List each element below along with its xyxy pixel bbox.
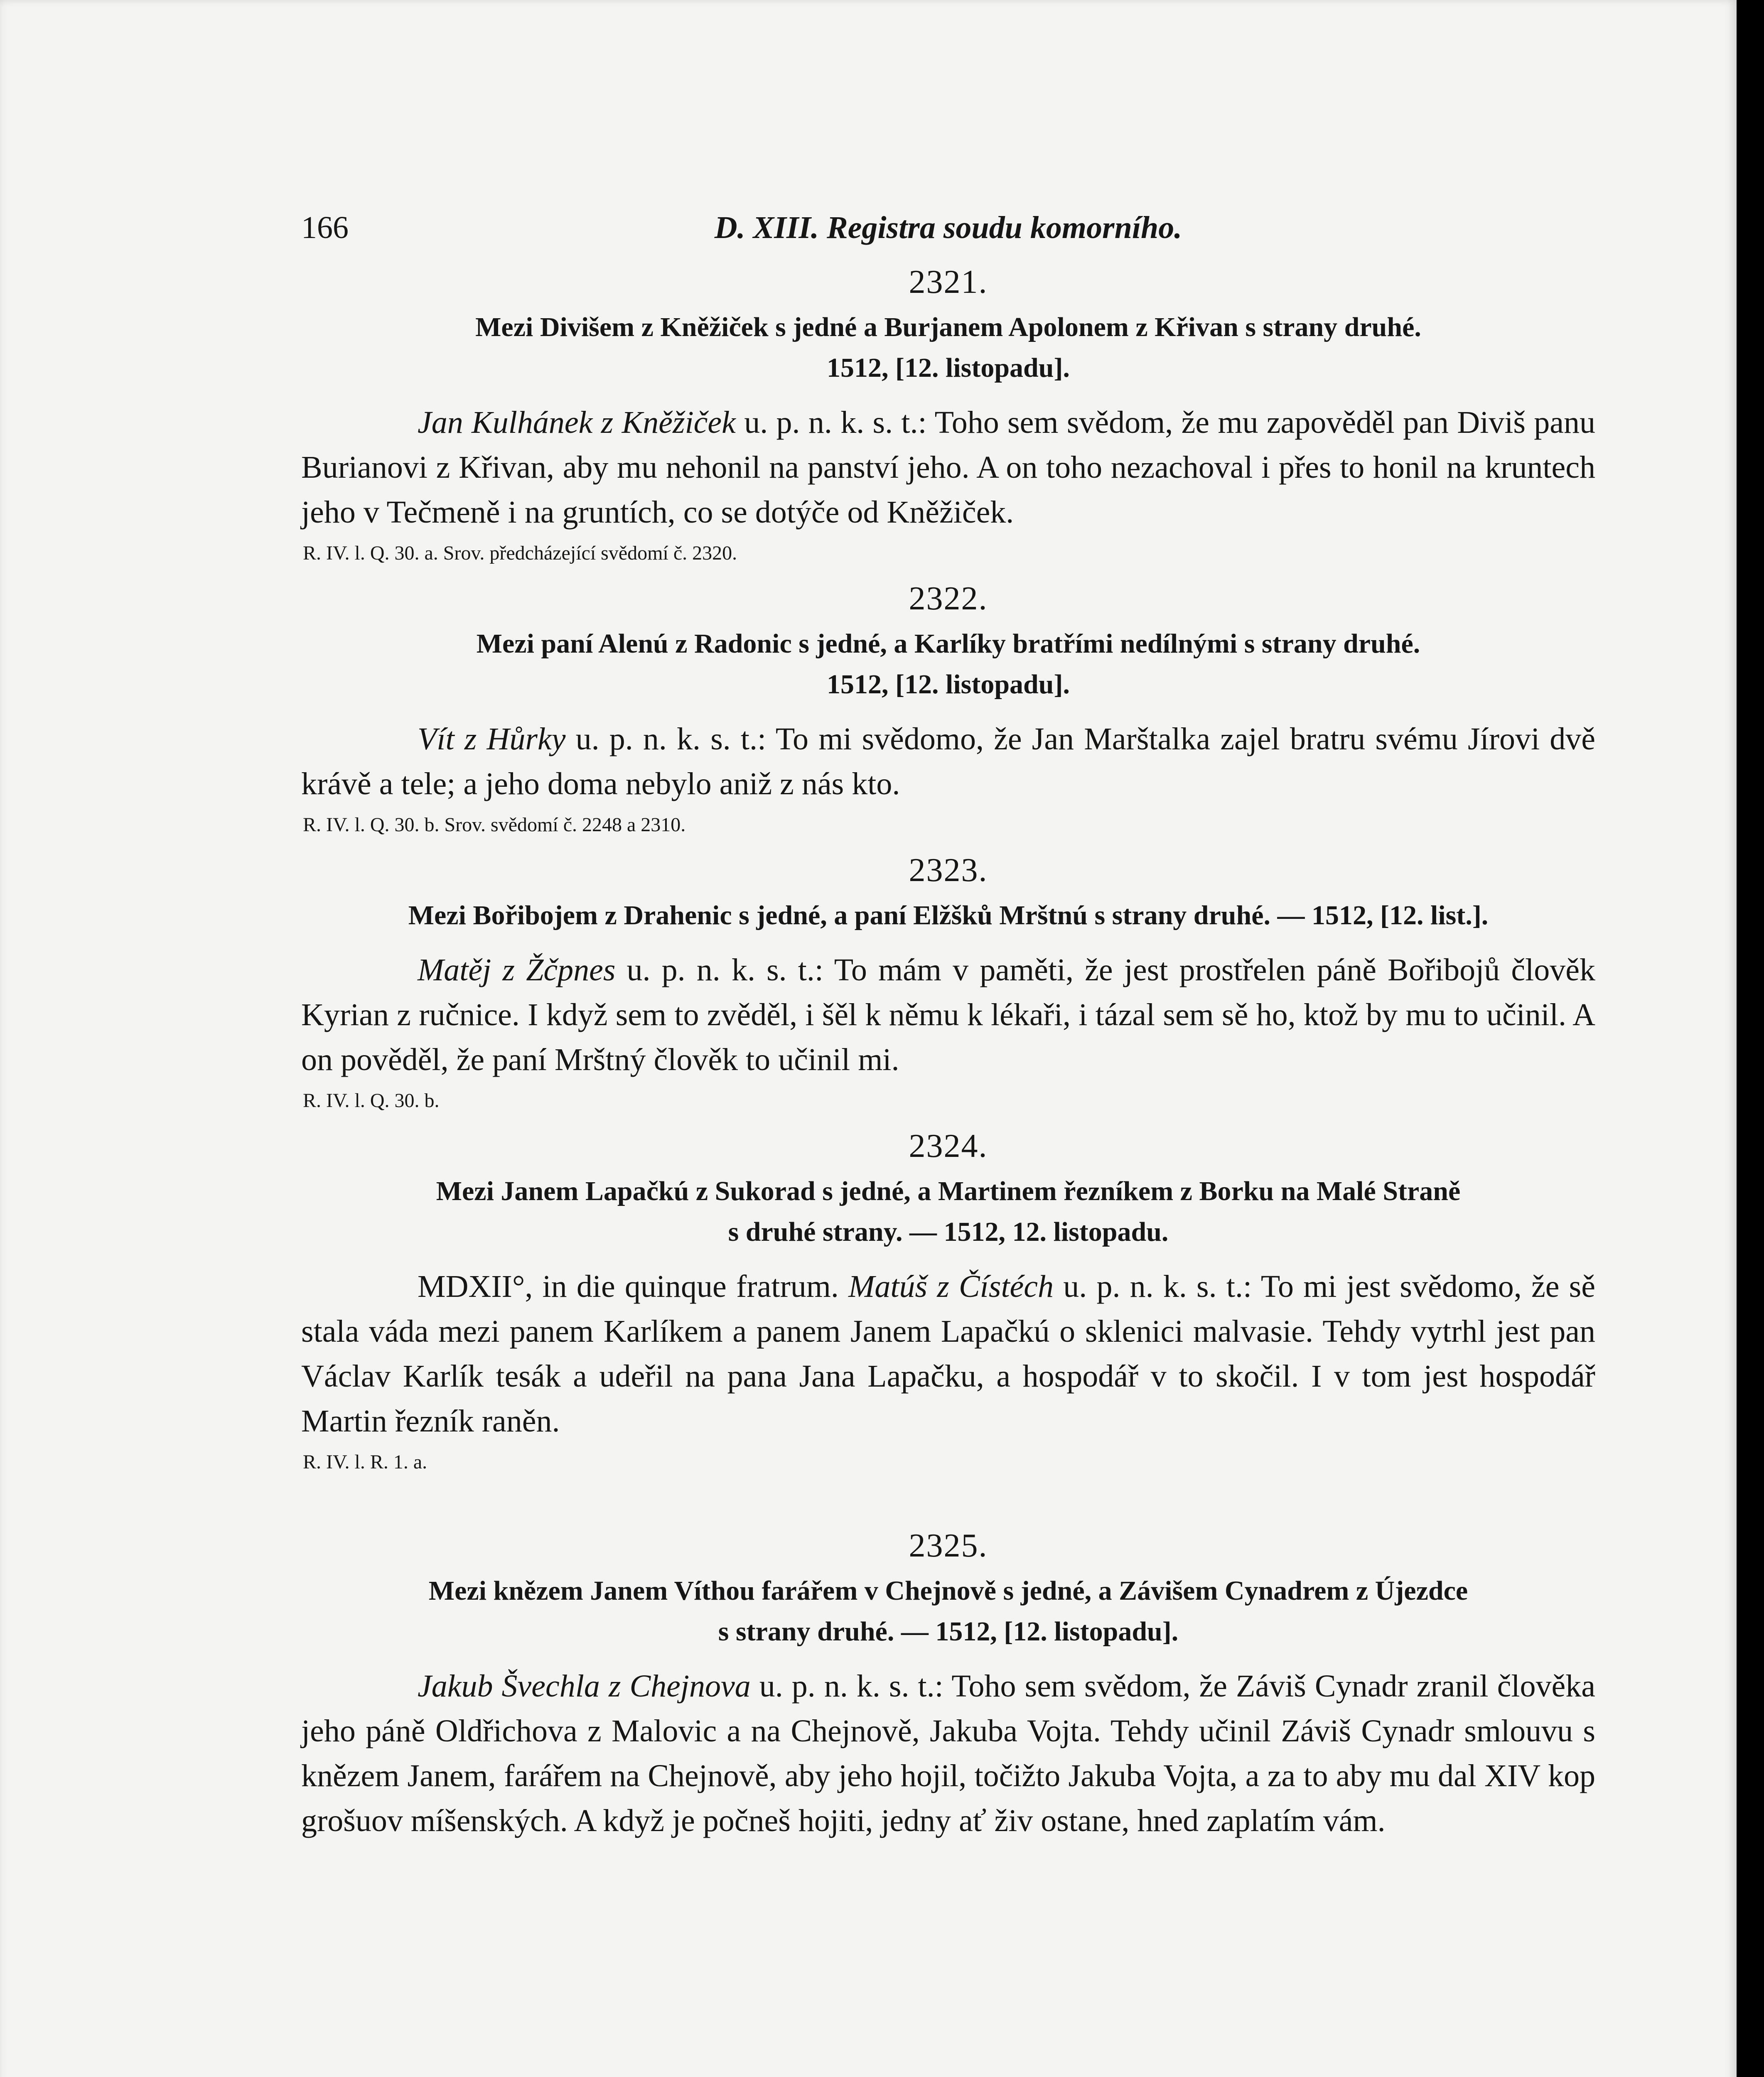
entry-heading-line: Mezi knězem Janem Víthou farářem v Chejnově s jedné, a Závišem Cynadrem z Újezdce — [428, 1576, 1468, 1606]
witness-name: Jan Kulhánek z Kněžiček — [418, 405, 736, 440]
witness-name: Jakub Švechla z Chejnova — [418, 1669, 751, 1704]
entry-text: u. p. n. k. s. t.: To mi jest svědomo, že sě stala váda mezi panem Karlíkem a panem Janem Lapačkú o sklenici malvasie. Tehdy vytrhl jest pan Václav Karlík tesák a udeřil na pana Jana Lapačku, a hospodář v to skočil. I v tom jest hospodář Martin řezník raněn. — [301, 1269, 1595, 1439]
entry-body — [301, 400, 1595, 535]
entry-heading — [301, 307, 1595, 388]
entry-date: 1512, [12. listopadu]. — [827, 353, 1070, 383]
entry-2323 — [301, 849, 1595, 1120]
entry-number: 2322. — [909, 580, 988, 617]
entry-body — [301, 948, 1595, 1082]
witness-name: Matěj z Žčpnes — [418, 953, 616, 987]
entry-body — [301, 1264, 1595, 1444]
entry-number: 2323. — [909, 852, 988, 889]
scan-border — [1737, 0, 1764, 2077]
entry-heading-line: Mezi paní Alenú z Radonic s jedné, a Karlíky bratřími nedílnými s strany druhé. — [476, 629, 1420, 659]
entry-date: 1512, [12. listopadu]. — [827, 669, 1070, 700]
witness-name: Vít z Hůrky — [418, 722, 566, 756]
source-reference: R. IV. l. R. 1. a. — [303, 1451, 427, 1473]
entry-text: u. p. n. k. s. t.: Toho sem svědom, že Záviš Cynadr zranil člověka jeho páně Oldřichova z Malovic a na Chejnově, Jakuba Vojta. Tehdy učinil Záviš Cynadr smlouvu s knězem Janem, farářem na Chejnově, aby jeho hojil, točižto Jakuba Vojta, a za to aby mu dal XIV kop grošuov míšenských. A když je počneš hojiti, jedny ať živ ostane, hned zaplatím vám. — [301, 1669, 1595, 1838]
entry-heading-line: Mezi Janem Lapačkú z Sukorad s jedné, a Martinem řezníkem z Borku na Malé Straně — [436, 1176, 1461, 1206]
source-reference: R. IV. l. Q. 30. b. — [303, 1090, 440, 1112]
entry-heading — [301, 1571, 1595, 1652]
entry-lead: MDXII°, in die quinque fratrum. — [418, 1269, 849, 1304]
entry-body — [301, 1664, 1595, 1843]
entry-number: 2324. — [909, 1128, 988, 1164]
entry-heading — [301, 1171, 1595, 1252]
entry-text: u. p. n. k. s. t.: Toho sem svědom, že mu zapověděl pan Diviš panu Burianovi z Křivan, aby mu nehonil na panství jeho. A on toho nezachoval i přes to honil na kruntech jeho v Tečmeně i na gruntích, co se dotýče od Kněžiček. — [301, 405, 1595, 530]
entry-2322 — [301, 578, 1595, 844]
witness-name: Matúš z Čístéch — [848, 1269, 1054, 1304]
page-number: 166 — [301, 210, 349, 245]
entry-text: u. p. n. k. s. t.: To mám v paměti, že jest prostřelen páně Bořibojů člověk Kyrian z ručnice. I když sem to zvěděl, i šěl k němu k lékaři, i tázal sem sě ho, ktož by mu to učinil. A on pověděl, že paní Mrštný člověk to učinil mi. — [301, 953, 1595, 1077]
entry-2325 — [301, 1525, 1595, 1843]
entry-2324 — [301, 1125, 1595, 1481]
running-head: D. XIII. Registra soudu komorního. — [714, 210, 1182, 245]
page-content — [301, 210, 1595, 1843]
entry-heading — [301, 895, 1595, 936]
entry-body — [301, 717, 1595, 806]
page-header — [301, 210, 1595, 255]
source-reference: R. IV. l. Q. 30. b. Srov. svědomí č. 2248 a 2310. — [303, 814, 686, 836]
entry-number: 2325. — [909, 1527, 988, 1564]
entry-number: 2321. — [909, 264, 988, 300]
entry-date: s strany druhé. — 1512, [12. listopadu]. — [718, 1616, 1179, 1647]
source-reference: R. IV. l. Q. 30. a. Srov. předcházející svědomí č. 2320. — [303, 542, 737, 564]
entry-text: u. p. n. k. s. t.: To mi svědomo, že Jan Marštalka zajel bratru svému Jírovi dvě krávě a tele; a jeho doma nebylo aniž z nás kto. — [301, 722, 1596, 801]
entry-date: s druhé strany. — 1512, 12. listopadu. — [728, 1217, 1169, 1247]
entry-heading — [301, 624, 1595, 705]
entry-heading-line: Mezi Bořibojem z Drahenic s jedné, a paní Elžšků Mrštnú s strany druhé. — 1512, [12. list.]. — [408, 900, 1489, 930]
entry-heading-line: Mezi Divišem z Kněžiček s jedné a Burjanem Apolonem z Křivan s strany druhé. — [475, 312, 1421, 342]
entry-2321 — [301, 261, 1595, 572]
spacer — [301, 1486, 1595, 1519]
